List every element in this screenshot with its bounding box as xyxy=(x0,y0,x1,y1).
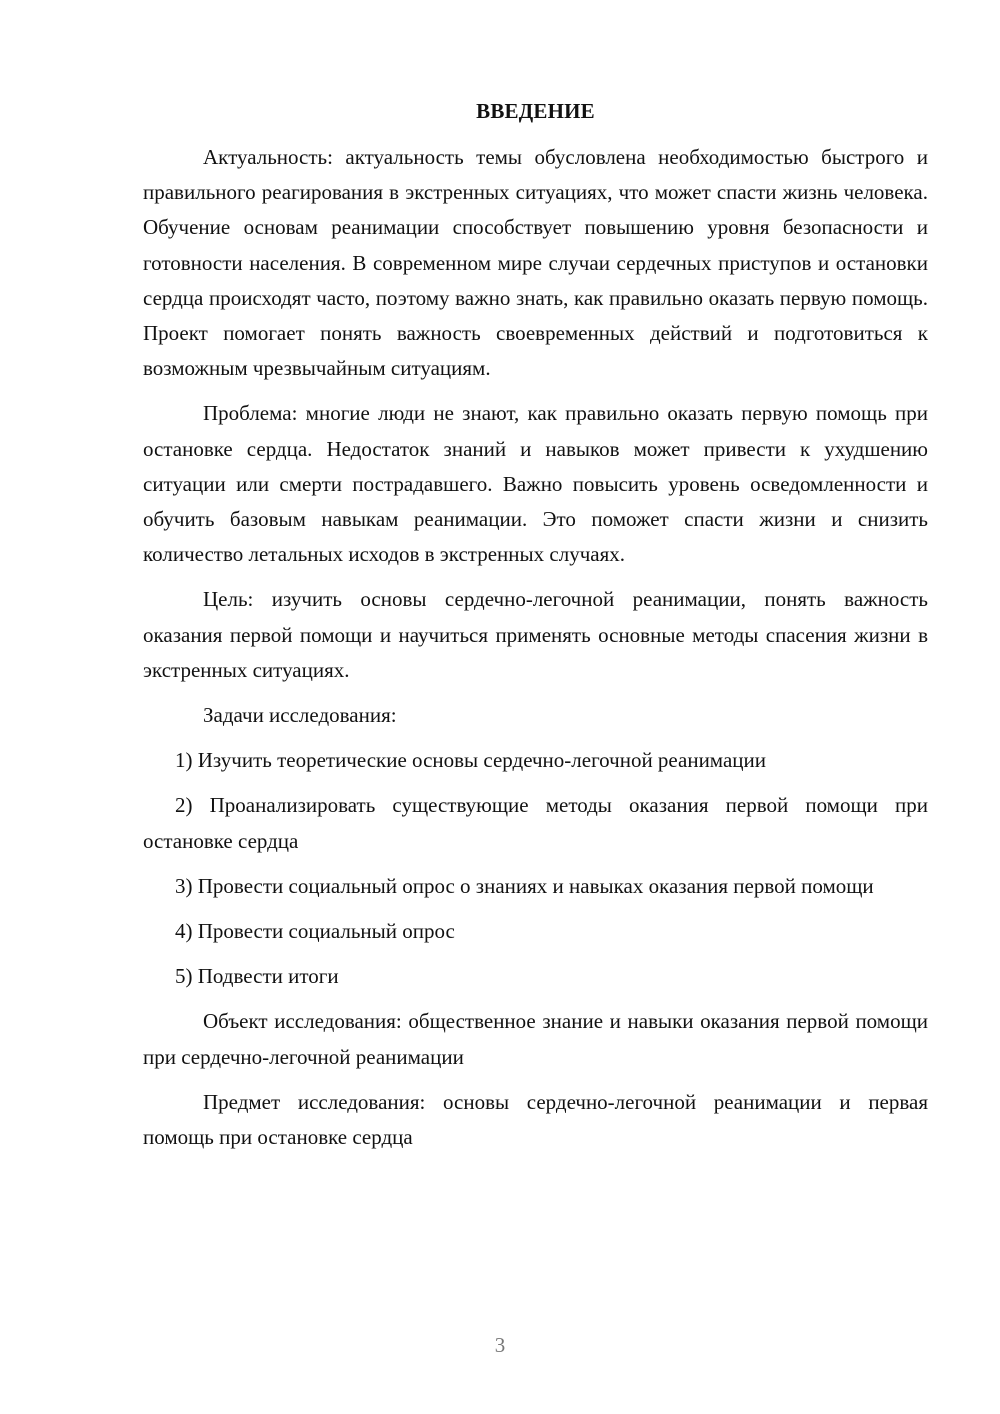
tasks-list xyxy=(143,743,928,994)
task-item: 5) Подвести итоги xyxy=(175,964,339,989)
task-item: 1) Изучить теоретические основы сердечно-легочной реанимации xyxy=(175,748,766,773)
tasks-heading: Задачи исследования: xyxy=(203,703,397,728)
problem-paragraph: Проблема: многие люди не знают, как правильно оказать первую помощь при остановке сердца. Недостаток знаний и навыков может привести к ухудшению ситуации или смерти пострадавшего. Важно повысить уровень осведомленности и обучить базовым навыкам реанимации. Это поможет спасти жизни и снизить количество летальных исходов в экстренных случаях. xyxy=(143,401,928,567)
task-item: 4) Провести социальный опрос xyxy=(175,919,455,944)
task-item: 2) Проанализировать существующие методы оказания первой помощи при остановке сердца xyxy=(143,793,928,853)
page-number: 3 xyxy=(494,1333,506,1357)
task-item: 3) Провести социальный опрос о знаниях и навыках оказания первой помощи xyxy=(175,873,874,898)
relevance-paragraph: Актуальность: актуальность темы обусловлена необходимостью быстрого и правильного реагирования в экстренных ситуациях, что может спасти жизнь человека. Обучение основам реанимации способствует повышению уровня безопасности и готовности населения. В современном мире случаи сердечных приступов и остановки сердца происходят часто, поэтому важно знать, как правильно оказать первую помощь. Проект помогает понять важность своевременных действий и подготовиться к возможным чрезвычайным ситуациям. xyxy=(143,145,928,381)
section-title: ВВЕДЕНИЕ xyxy=(476,99,595,123)
subject-paragraph: Предмет исследования: основы сердечно-легочной реанимации и первая помощь при остановке сердца xyxy=(143,1089,928,1150)
document-page xyxy=(143,96,928,1165)
goal-paragraph: Цель: изучить основы сердечно-легочной реанимации, понять важность оказания первой помощи и научиться применять основные методы спасения жизни в экстренных ситуациях. xyxy=(143,587,928,682)
object-paragraph: Объект исследования: общественное знание и навыки оказания первой помощи при сердечно-легочной реанимации xyxy=(143,1009,928,1069)
